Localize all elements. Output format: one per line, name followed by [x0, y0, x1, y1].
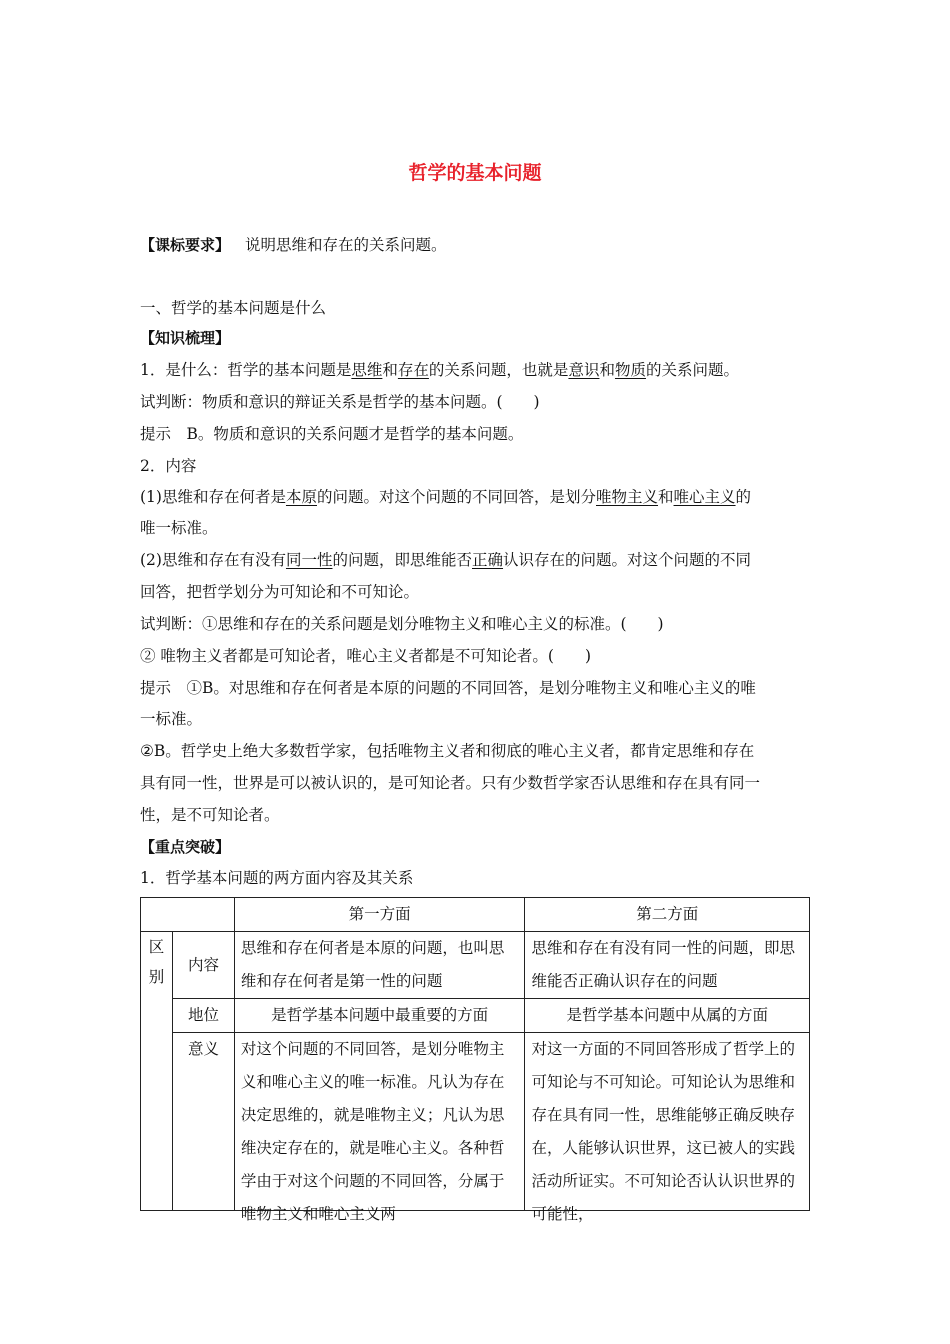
table-corner-cell: [141, 898, 235, 932]
p21-term-materialism: 唯物主义: [596, 488, 659, 506]
table-header-row: [141, 898, 810, 932]
paragraph-2: 2．内容: [140, 457, 197, 475]
row-label-significance: 意义: [172, 1033, 234, 1211]
paragraph-2-1-cont: 唯一标准。: [140, 519, 218, 537]
hint-2-line-2: 一标准。: [140, 710, 203, 728]
hint-3-line-3: 性，是不可知论者。: [140, 806, 280, 824]
status-first: 是哲学基本问题中最重要的方面: [234, 999, 525, 1033]
paragraph-2-2-cont: 回答，把哲学划分为可知论和不可知论。: [140, 583, 420, 601]
content-first: 思维和存在何者是本原的问题，也叫思维和存在何者是第一性的问题: [234, 932, 525, 999]
standard-label: 【课标要求】: [140, 236, 231, 254]
p22-prefix: (2)思维和存在有没有: [140, 551, 286, 569]
p21-prefix: (1)思维和存在何者是: [140, 488, 286, 506]
paragraph-1: [140, 360, 810, 380]
p1-prefix: 1．是什么：哲学的基本问题是: [140, 361, 352, 379]
row-label-status: 地位: [172, 999, 234, 1033]
p1-term-matter: 物质: [614, 361, 646, 379]
hint-1: 提示 B。物质和意识的关系问题才是哲学的基本问题。: [140, 425, 524, 443]
p1-mid: 的关系问题，也就是: [428, 361, 569, 379]
table-row: [141, 999, 810, 1033]
p21-term-origin: 本原: [285, 488, 317, 506]
p1-term-consciousness: 意识: [568, 361, 600, 379]
judge-1: 试判断：物质和意识的辩证关系是哲学的基本问题。( ): [140, 393, 540, 411]
significance-first: 对这个问题的不同回答，是划分唯物主义和唯心主义的唯一标准。凡认为存在决定思维的，就是唯物主义；凡认为思维决定存在的，就是唯心主义。各种哲学由于对这个问题的不同回答，分属于唯物主义和唯心主义两: [240, 1040, 505, 1223]
standard-text: 说明思维和存在的关系问题。: [244, 236, 447, 254]
paragraph-2-1: [140, 487, 810, 507]
p1-and: 和: [382, 361, 398, 379]
status-second: 是哲学基本问题中从属的方面: [525, 999, 810, 1033]
knowledge-label: 【知识梳理】: [140, 329, 231, 347]
p21-suffix: 的: [735, 488, 752, 506]
group-difference: 区别: [141, 932, 173, 1211]
judge-2: 试判断：①思维和存在的关系问题是划分唯物主义和唯心主义的标准。( ): [140, 615, 664, 633]
hint-2-line-1: 提示 ①B。对思维和存在何者是本原的问题的不同回答，是划分唯物主义和唯心主义的唯: [140, 679, 756, 697]
p21-mid: 的问题。对这个问题的不同回答，是划分: [316, 488, 596, 506]
p21-term-idealism: 唯心主义: [673, 488, 736, 506]
p1-term-thinking: 思维: [351, 361, 383, 379]
table-row: [141, 932, 810, 999]
judge-3: ② 唯物主义者都是可知论者，唯心主义者都是不可知论者。( ): [140, 647, 592, 665]
p1-suffix: 的关系问题。: [645, 361, 739, 379]
hint-3-line-2: 具有同一性，世界是可以被认识的，是可知论者。只有少数哲学家否认思维和存在具有同一: [140, 774, 761, 792]
p22-mid: 的问题，即思维能否: [332, 551, 472, 569]
hint-3-line-1: ②B。哲学史上绝大多数哲学家，包括唯物主义者和彻底的唯心主义者，都肯定思维和存在: [140, 742, 755, 760]
paragraph-2-2: [140, 550, 810, 570]
table-row: [141, 1033, 810, 1211]
p22-suffix: 认识存在的问题。对这个问题的不同: [503, 551, 752, 569]
p1-term-existence: 存在: [397, 361, 429, 379]
header-first-aspect: 第一方面: [234, 898, 525, 932]
significance-second: 对这一方面的不同回答形成了哲学上的可知论与不可知论。可知论认为思维和存在具有同一性，思维能够正确反映存在，人能够认识世界，这已被人的实践活动所证实。不可知论否认认识世界的可能性，: [531, 1040, 795, 1223]
key-point-1: 1．哲学基本问题的两方面内容及其关系: [140, 869, 414, 887]
standard-line: [140, 235, 810, 255]
p21-and: 和: [658, 488, 674, 506]
key-label: 【重点突破】: [140, 838, 231, 856]
section-heading: 一、哲学的基本问题是什么: [140, 299, 327, 317]
row-label-content: 内容: [172, 932, 234, 999]
p22-term-correct: 正确: [472, 551, 504, 569]
p22-term-identity: 同一性: [285, 551, 333, 569]
comparison-table: [140, 897, 810, 1223]
content-second: 思维和存在有没有同一性的问题，即思维能否正确认识存在的问题: [525, 932, 810, 999]
p1-and-2: 和: [599, 361, 615, 379]
header-second-aspect: 第二方面: [525, 898, 810, 932]
page-title: 哲学的基本问题: [408, 162, 542, 184]
